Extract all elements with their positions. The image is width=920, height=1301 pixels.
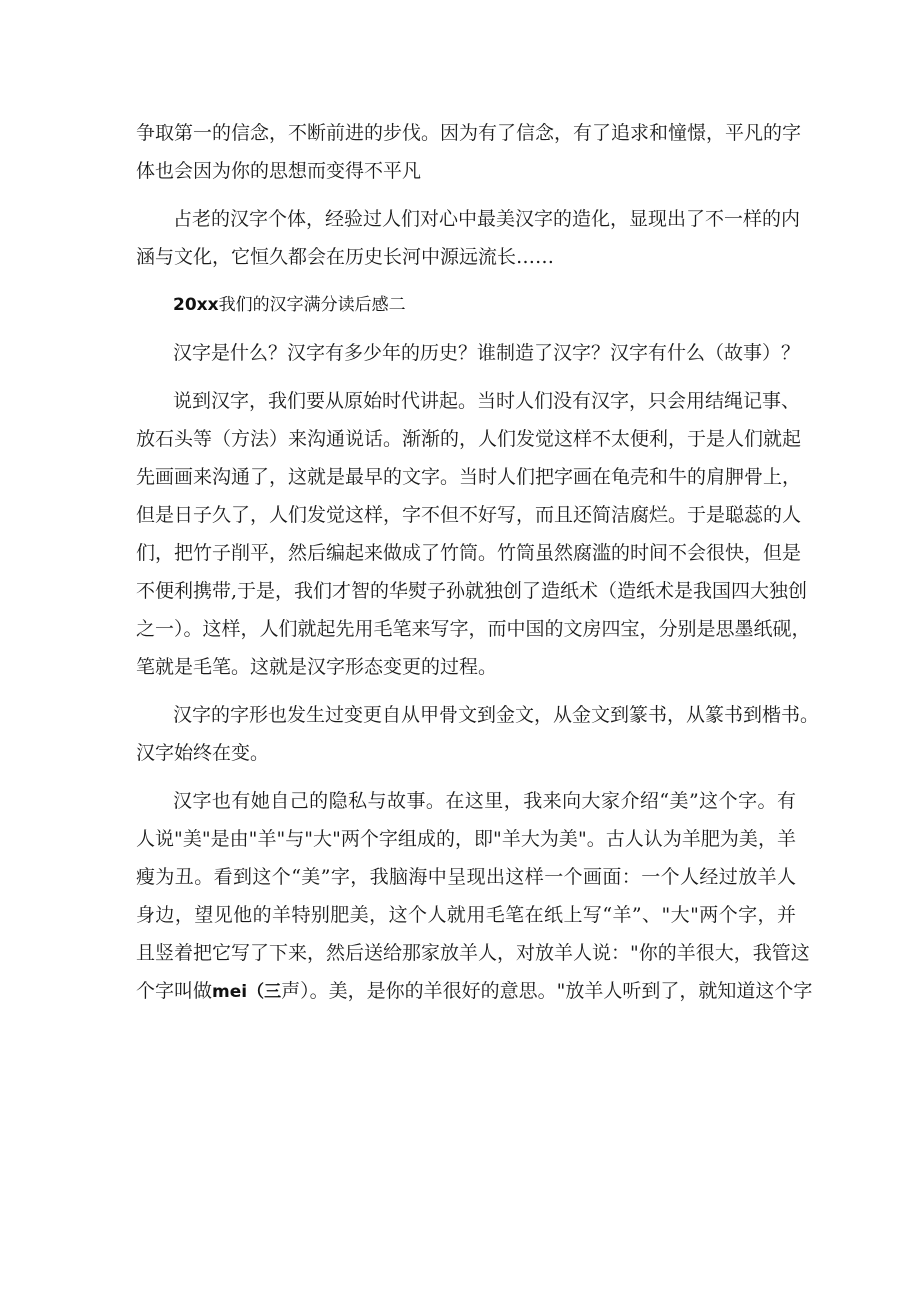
paragraph	[136, 782, 813, 1010]
pinyin-note: mei（三	[212, 982, 282, 1002]
heading-year: 20xx	[173, 295, 219, 315]
text-line: 人说"美"是由"羊"与"大"两个字组成的，即"羊大为美"。古人认为羊肥为美，羊	[136, 828, 796, 850]
text-line: 汉字也有她自己的隐私与故事。在这里，我来向大家介绍“美”这个字。有	[173, 790, 796, 812]
text-line: 汉字的字形也发生过变更自从甲骨文到金文，从金文到篆书，从篆书到楷书。	[173, 704, 820, 726]
paragraph	[136, 334, 801, 372]
text-line: 且竖着把它写了下来，然后送给那家放羊人，对放羊人说："你的羊很大，我管这	[136, 942, 810, 964]
text-line: 瘦为丑。看到这个“美”字，我脑海中呈现出这样一个画面：一个人经过放羊人	[136, 866, 796, 888]
text-line: 体也会因为你的思想而变得不平凡	[136, 160, 422, 182]
text-line: 们，把竹子削平，然后编起来做成了竹筒。竹筒虽然腐滥的时间不会很快，但是	[136, 542, 802, 564]
paragraph	[136, 200, 801, 276]
section-heading	[136, 286, 796, 324]
paragraph	[136, 696, 820, 772]
text-line: 说到汉字，我们要从原始时代讲起。当时人们没有汉字，只会用结绳记事、	[173, 390, 801, 412]
heading-title: 我们的汉字满分读后感二	[218, 295, 406, 315]
paragraph	[136, 114, 802, 190]
text-line: 个字叫做mei（三声）。美，是你的羊很好的意思。"放羊人听到了，就知道这个字	[136, 980, 813, 1002]
text-line: 不便利携带,于是，我们才智的华熨子孙就独创了造纸术（造纸术是我国四大独创	[136, 580, 808, 602]
text-line: 放石头等（方法）来沟通说话。渐渐的，人们发觉这样不太便利，于是人们就起	[136, 428, 802, 450]
text-line: 涵与文化，它恒久都会在历史长河中源远流长……	[136, 246, 555, 268]
document-body	[136, 114, 820, 1010]
text-line: 之一）。这样，人们就起先用毛笔来写字，而中国的文房四宝，分别是思墨纸砚，	[136, 618, 811, 640]
text-line: 但是日子久了，人们发觉这样，字不但不好写，而且还简洁腐烂。于是聪蕊的人	[136, 504, 802, 526]
text-line: 汉字是什么？汉字有多少年的历史？谁制造了汉字？汉字有什么（故事）？	[173, 342, 801, 364]
text-line: 笔就是毛笔。这就是汉字形态变更的过程。	[136, 656, 498, 678]
text-line: 先画画来沟通了，这就是最早的文字。当时人们把字画在龟壳和牛的肩胛骨上，	[136, 466, 802, 488]
text-line: 争取第一的信念，不断前进的步伐。因为有了信念，有了追求和憧憬，平凡的字	[136, 122, 802, 144]
text-line: 身边，望见他的羊特别肥美，这个人就用毛笔在纸上写“羊”、"大"两个字，并	[136, 904, 796, 926]
paragraph	[136, 382, 811, 686]
text-line: 汉字始终在变。	[136, 742, 270, 764]
text-line: 占老的汉字个体，经验过人们对心中最美汉字的造化，显现出了不一样的内	[173, 208, 801, 230]
